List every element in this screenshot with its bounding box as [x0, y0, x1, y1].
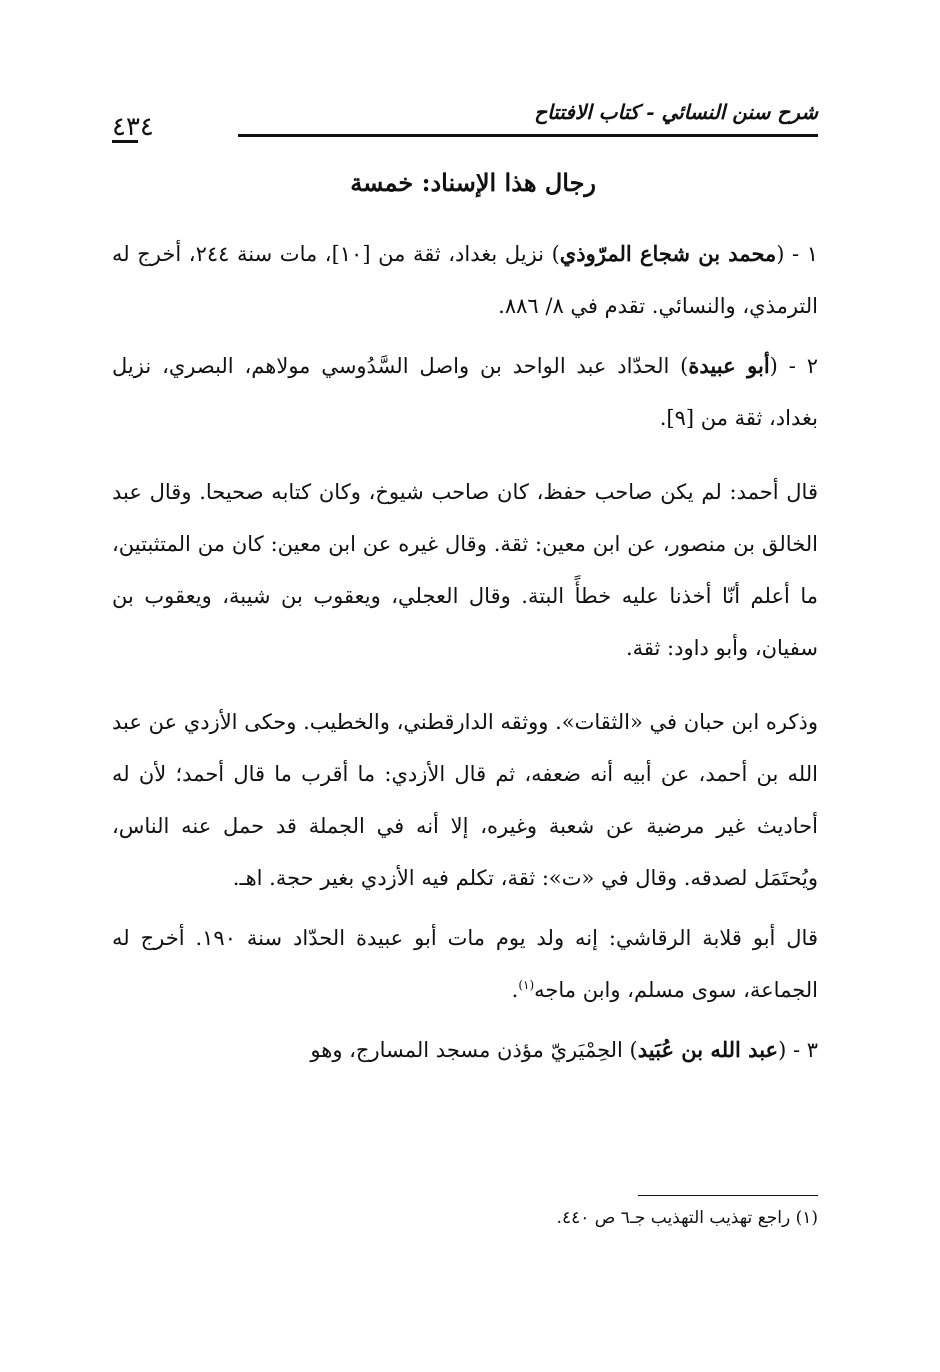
footnote-reference[interactable]: (١): [518, 978, 535, 992]
page-header: [112, 92, 818, 142]
section-title: رجال هذا الإسناد: خمسة: [350, 168, 596, 197]
narrator-1-paragraph: [112, 228, 818, 332]
page-number-rule: [112, 140, 138, 143]
narrator-name: محمد بن شجاع المرّوذي: [559, 241, 777, 266]
body-text: [112, 228, 818, 1076]
narrator-2-paragraph: [112, 340, 818, 444]
item-prefix: ١ - (: [776, 242, 819, 266]
narrator-3-paragraph: [112, 1024, 818, 1076]
item-text: ) نزيل بغداد، ثقة من [١٠]، مات سنة ٢٤٤، أخرج له الترمذي، والنسائي. تقدم في ٨/ ٨٨٦.: [112, 242, 818, 318]
narrator-name: عبد الله بن عُبَيد: [637, 1037, 779, 1062]
commentary-paragraph: وذكره ابن حبان في «الثقات». ووثقه الدارقطني، والخطيب. وحكى الأزدي عن عبد الله بن أحمد، عن أبيه أنه ضعفه، ثم قال الأزدي: ما أقرب ما قال أحمد؛ لأن له أحاديث غير مرضية عن شعبة وغيره، إلا أنه في الجملة قد حمل عنه الناس، ويُحتَمَل لصدقه. وقال في «ت»: ثقة، تكلم فيه الأزدي بغير حجة. اهـ.: [112, 710, 818, 890]
item-text: ) الحدّاد عبد الواحد بن واصل السَّدُوسي مولاهم، البصري، نزيل بغداد، ثقة من [٩].: [112, 354, 818, 430]
commentary-paragraph: [112, 912, 818, 1016]
footnote-separator: [638, 1195, 818, 1196]
item-text: .: [511, 978, 519, 1002]
page-number: ٤٣٤: [112, 112, 154, 142]
item-prefix: ٣ - (: [778, 1038, 818, 1062]
commentary-paragraph: قال أحمد: لم يكن صاحب حفظ، كان صاحب شيوخ، وكان كتابه صحيحا. وقال عبد الخالق بن منصور، عن ابن معين: ثقة. وقال غيره عن ابن معين: كان من المتثبتين، ما أعلم أنّا أخذنا عليه خطأً البتة. وقال العجلي، ويعقوب بن شيبة، ويعقوب بن سفيان، وأبو داود: ثقة.: [112, 480, 818, 660]
item-text: ) الحِمْيَريّ مؤذن مسجد المسارج، وهو: [310, 1038, 638, 1062]
narrator-name: أبو عبيدة: [688, 353, 770, 378]
item-text: قال أبو قلابة الرقاشي: إنه ولد يوم مات أبو عبيدة الحدّاد سنة ١٩٠. أخرج له الجماعة، سوى مسلم، وابن ماجه: [112, 926, 818, 1002]
footnote: (١) راجع تهذيب التهذيب جـ٦ ص ٤٤٠.: [556, 1208, 818, 1228]
book-title: شرح سنن النسائي - كتاب الافتتاح: [534, 100, 818, 124]
item-prefix: ٢ - (: [769, 354, 819, 378]
header-rule: [238, 134, 818, 137]
